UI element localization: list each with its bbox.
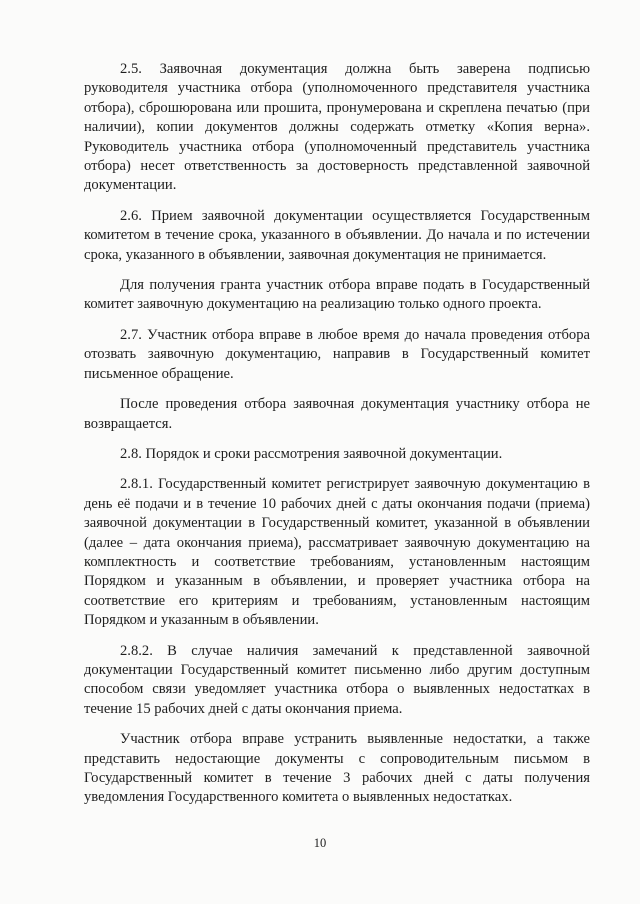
paragraph-not-returned: После проведения отбора заявочная документация участнику отбора не возвращается. xyxy=(84,396,590,432)
paragraph-2-8-1: 2.8.1. Государственный комитет регистрирует заявочную документацию в день её подачи и в течение 10 рабочих дней с даты окончания подачи (приема) заявочной документации в Государственный комитет, указанной в объявлении (далее – дата окончания приема), рассматривает заявочную документацию на комплектность и соответствие требованиям, установленным настоящим Порядком и указанным в объявлении, и проверяет участника отбора на соответствие его критериям и требованиям, установленным настоящим Порядком и указанным в объявлении. xyxy=(84,476,590,629)
paragraph-2-5: 2.5. Заявочная документация должна быть заверена подписью руководителя участника отбора (уполномоченного представителя участника отбора), сброшюрована или прошита, пронумерована и скреплена печатью (при наличии), копии документов должны содержать отметку «Копия верна». Руководитель участника отбора (уполномоченный представитель участника отбора) несет ответственность за достоверность представленной заявочной документации. xyxy=(84,61,590,194)
paragraph-2-8: 2.8. Порядок и сроки рассмотрения заявочной документации. xyxy=(120,445,503,462)
page-number: 10 xyxy=(313,836,327,850)
document-body xyxy=(84,60,590,808)
paragraph-fix-deficiencies: Участник отбора вправе устранить выявленные недостатки, а также представить недостающие документы с сопроводительным письмом в Государственный комитет в течение 3 рабочих дней с даты получения уведомления Государственного комитета о выявленных недостатках. xyxy=(84,731,590,806)
paragraph-2-7: 2.7. Участник отбора вправе в любое время до начала проведения отбора отозвать заявочную документацию, направив в Государственный комитет письменное обращение. xyxy=(84,326,590,382)
paragraph-grant-single-project: Для получения гранта участник отбора вправе подать в Государственный комитет заявочную документацию на реализацию только одного проекта. xyxy=(84,277,590,313)
paragraph-2-6: 2.6. Прием заявочной документации осуществляется Государственным комитетом в течение срока, указанного в объявлении. До начала и по истечении срока, указанного в объявлении, заявочная документация не принимается. xyxy=(84,207,590,263)
paragraph-2-8-2: 2.8.2. В случае наличия замечаний к представленной заявочной документации Государственный комитет письменно либо другим доступным способом связи уведомляет участника отбора о выявленных недостатках в течение 15 рабочих дней с даты окончания приема. xyxy=(84,642,590,717)
